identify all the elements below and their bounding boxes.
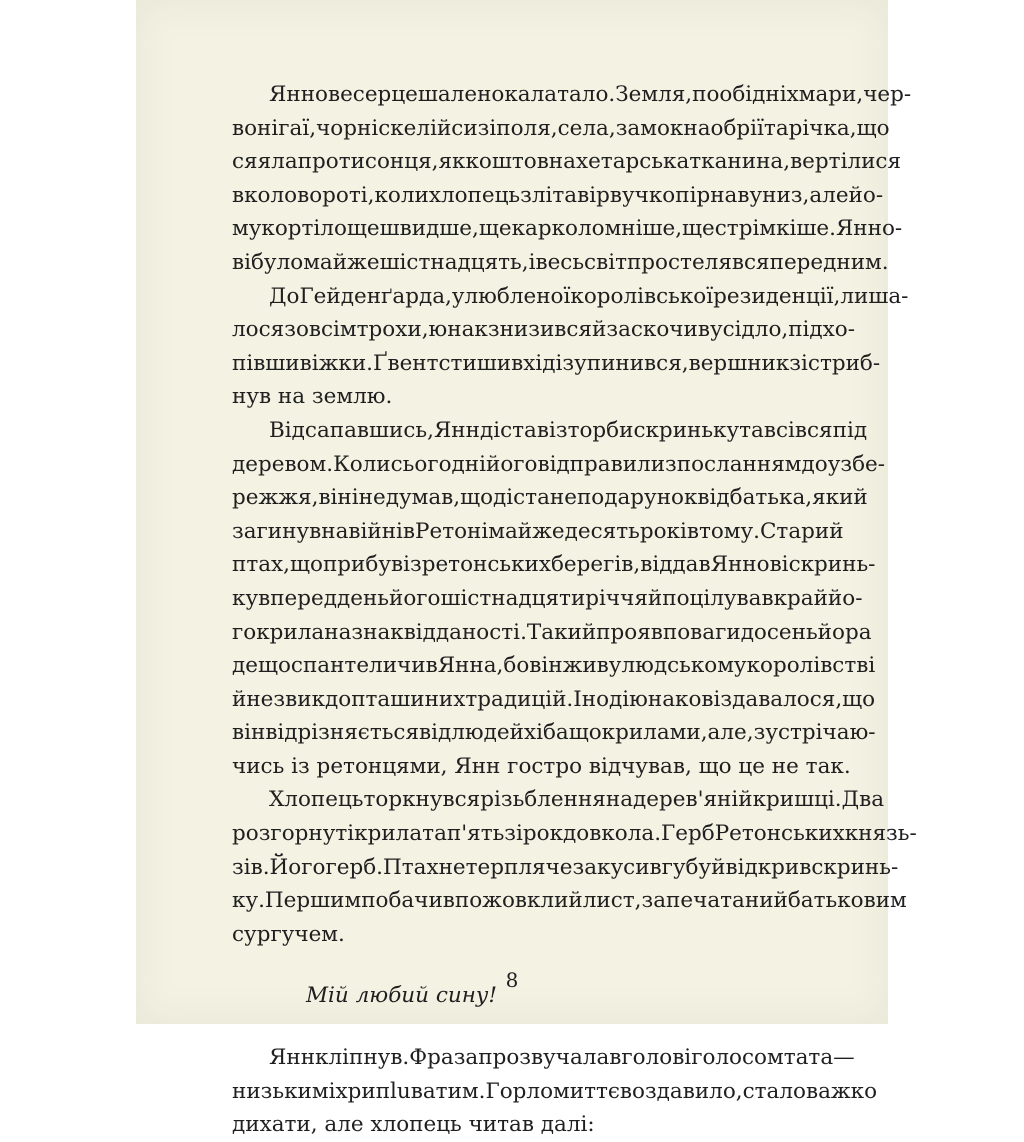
text-line: го крила на знак відданості. Такий прояв поваги до сеньйора bbox=[232, 619, 872, 645]
text-line: режжя, він і не думав, що дістане подарунок від батька, який bbox=[232, 485, 868, 511]
text-line: До Гейденґарда, улюбленої королівської резиденції, лиша- bbox=[269, 283, 909, 309]
text-line: розгорнуті крила та п'ять зірок довкола. Герб Ретонських князь- bbox=[232, 821, 917, 847]
text-line: сяяла проти сонця, як коштовна хетарська тканина, вертілися bbox=[232, 149, 902, 175]
text-line: нув на землю. bbox=[232, 384, 393, 410]
text-line: низьким і хрипluватим. Горло миттєво здавило, стало важко bbox=[232, 1078, 878, 1104]
text-line: Хлопець торкнувся різьблення на дерев'яній кришці. Два bbox=[269, 787, 885, 813]
text-line: загинув на війні в Ретоні майже десять років тому. Старий bbox=[232, 518, 844, 544]
text-line: Яннове серце шалено калатало. Земля, пообідні хмари, чер- bbox=[269, 82, 912, 107]
text-line: він відрізняється від людей хіба що крилами, але, зустрічаю- bbox=[232, 720, 876, 746]
text-line: птах, що прибув із ретонських берегів, віддав Яннові скринь- bbox=[232, 552, 876, 578]
paragraph-3 bbox=[232, 414, 886, 784]
text-line: Відсапавшись, Янн дістав із торби скриньку та всівся під bbox=[269, 417, 868, 443]
spacer bbox=[232, 1013, 795, 1041]
text-line: півши віжки. Ґвент стишив хід і зупинився, вершник зістриб- bbox=[232, 350, 881, 376]
text-line: в коловороті, коли хлопець злітав і рвучко пірнав униз, але йо- bbox=[232, 182, 884, 208]
text-line: дещо спантеличив Янна, бо він жив у людському королівстві bbox=[232, 653, 876, 679]
text-line: чись із ретонцями, Янн гостро відчував, що це не так. bbox=[232, 753, 851, 779]
text-line: й не звик до пташиних традицій. Іноді юнакові здавалося, що bbox=[232, 686, 876, 712]
text-line: деревом. Коли сьогодні його відправили з посланням до узбе- bbox=[232, 451, 886, 477]
text-line: ку. Першим побачив пожовклий лист, запечатаний батьковим bbox=[232, 888, 907, 914]
text-line: ві було майже шістнадцять, і весь світ простелявся перед ним. bbox=[232, 249, 889, 275]
paragraph-closing bbox=[232, 1041, 878, 1142]
text-line: дихати, але хлопець читав далі: bbox=[232, 1112, 595, 1138]
paragraph-2 bbox=[232, 280, 909, 414]
text-line: ку в переддень його шістнадцятиріччя й поцілував край йо- bbox=[232, 585, 863, 611]
text-line: воні гаї, чорні скелі й сизі поля, села, замок на обрії та річка, що bbox=[232, 115, 890, 141]
text-line: зів. Його герб. Птах нетерпляче закусив губу й відкрив скринь- bbox=[232, 854, 899, 880]
letter-greeting: Мій любий сину! bbox=[306, 983, 498, 1009]
text-line: лося зовсім трохи, юнак знизився й заскочив у сідло, підхо- bbox=[232, 317, 855, 343]
paragraph-1 bbox=[232, 78, 912, 280]
book-page bbox=[136, 0, 917, 1138]
paragraph-4 bbox=[232, 783, 917, 951]
text-line: му кортіло ще швидше, ще карколомніше, ще стрімкіше. Янно- bbox=[232, 216, 903, 242]
text-line: Янн кліпнув. Фраза прозвучала в голові голосом тата — bbox=[269, 1045, 855, 1071]
page-number: 8 bbox=[505, 968, 519, 992]
text-line: сургучем. bbox=[232, 921, 345, 947]
